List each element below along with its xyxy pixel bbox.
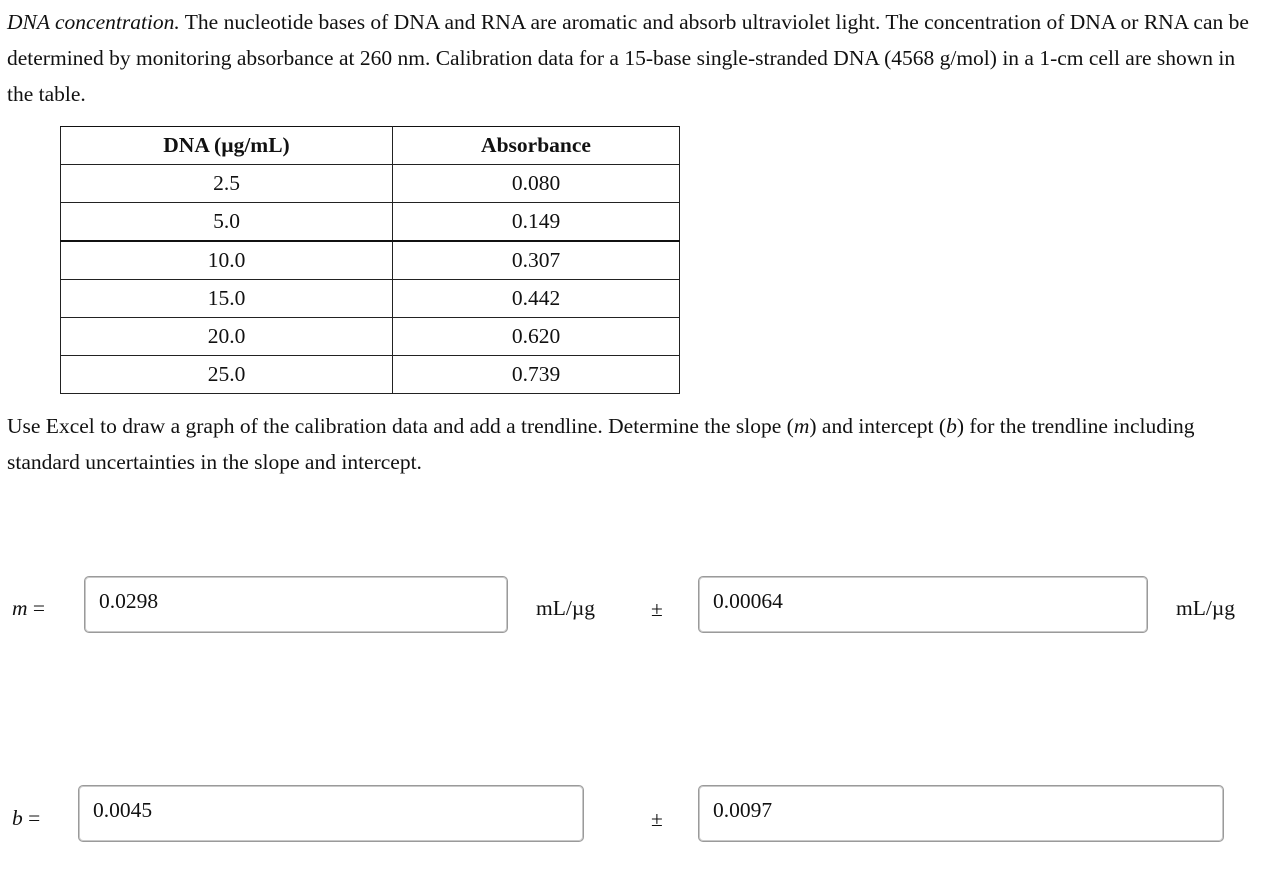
intercept-uncertainty-input[interactable] — [698, 785, 1224, 842]
slope-uncertainty-unit: mL/µg — [1176, 596, 1235, 620]
slope-label — [12, 596, 45, 621]
intercept-label — [12, 806, 40, 831]
table-cell-absorbance: 0.442 — [393, 280, 680, 318]
slope-input[interactable] — [84, 576, 508, 633]
slope-plus-minus: ± — [651, 597, 663, 621]
table-row — [61, 203, 680, 242]
table-row — [61, 356, 680, 394]
table-cell-dna: 15.0 — [61, 280, 393, 318]
instruction-part1: Use Excel to draw a graph of the calibration data and add a trendline. Determine the slope ( — [7, 414, 794, 438]
instruction-part2: ) and intercept ( — [809, 414, 947, 438]
slope-equals: = — [27, 596, 46, 620]
intercept-uncertainty-value: 0.0097 — [713, 798, 773, 822]
slope-unit: mL/µg — [536, 596, 595, 620]
table-cell-absorbance: 0.739 — [393, 356, 680, 394]
table-header-row — [61, 127, 680, 165]
slope-uncertainty-value: 0.00064 — [713, 589, 783, 613]
table-row — [61, 165, 680, 203]
instruction-part3: ) for the trendline including standard uncertainties in the slope and intercept. — [7, 414, 1195, 474]
table-row — [61, 280, 680, 318]
slope-symbol: m — [12, 596, 28, 620]
table-cell-absorbance: 0.620 — [393, 318, 680, 356]
intercept-symbol: b — [12, 806, 23, 830]
instruction-b: b — [946, 414, 957, 438]
column-header-absorbance: Absorbance — [393, 127, 680, 165]
table-cell-dna: 10.0 — [61, 241, 393, 280]
table-cell-dna: 2.5 — [61, 165, 393, 203]
column-header-dna: DNA (µg/mL) — [61, 127, 393, 165]
table-cell-dna: 20.0 — [61, 318, 393, 356]
slope-uncertainty-input[interactable] — [698, 576, 1148, 633]
calibration-table — [60, 126, 680, 394]
intercept-equals: = — [22, 806, 41, 830]
problem-text: The nucleotide bases of DNA and RNA are aromatic and absorb ultraviolet light. The concentration of DNA or RNA can be determined by monitoring absorbance at 260 nm. Calibration data for a 15-base single-stranded DNA (4568 g/mol) in a 1-cm cell are shown in the table. — [7, 10, 1249, 106]
problem-statement — [7, 4, 1257, 112]
instruction-text — [7, 408, 1257, 480]
table-cell-absorbance: 0.149 — [393, 203, 680, 242]
table-cell-dna: 5.0 — [61, 203, 393, 242]
table-cell-absorbance: 0.080 — [393, 165, 680, 203]
instruction-m: m — [793, 414, 810, 438]
table-row — [61, 318, 680, 356]
intercept-plus-minus: ± — [651, 807, 663, 831]
problem-lead: DNA concentration. — [7, 10, 180, 34]
slope-value: 0.0298 — [99, 589, 159, 613]
table-cell-absorbance: 0.307 — [393, 241, 680, 280]
table-row — [61, 241, 680, 280]
intercept-value: 0.0045 — [93, 798, 153, 822]
intercept-input[interactable] — [78, 785, 584, 842]
table-cell-dna: 25.0 — [61, 356, 393, 394]
